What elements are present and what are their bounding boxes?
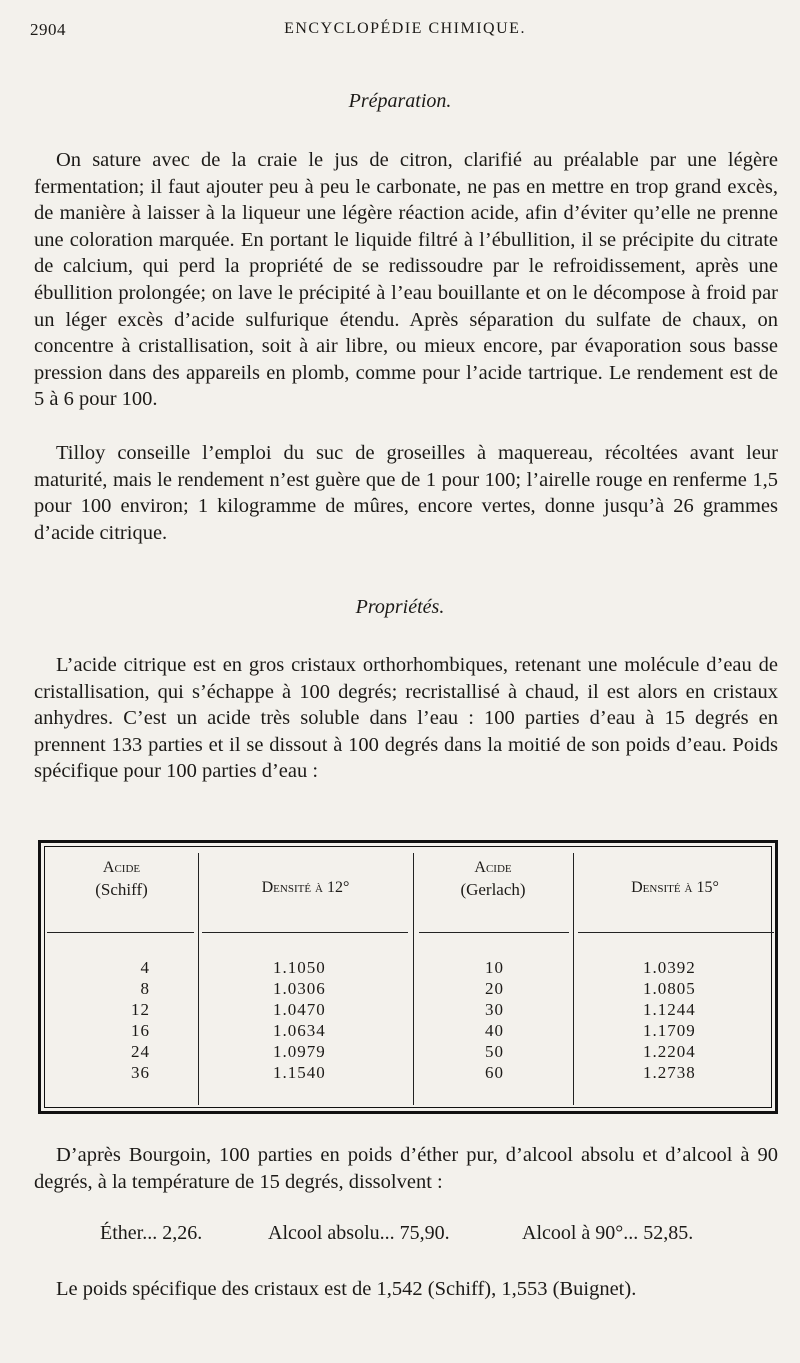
table-cell: 1.0470: [273, 1000, 326, 1019]
table-cell: 1.0805: [643, 979, 696, 998]
paragraph-poids-specifique: Le poids spécifique des cristaux est de 1,542 (Schiff), 1,553 (Buignet).: [56, 1278, 637, 1300]
table-cell: 50: [485, 1042, 504, 1061]
paragraph-proprietes: L’acide citrique est en gros cristaux orthorhombiques, retenant une molécule d’eau de cristallisation, qui s’échappe à 100 degrés; recristallisé à chaud, il est alors en cristaux anhydres. C’est un acide très soluble dans l’eau : 100 parties d’eau à 15 degrés en prennent 133 parties et il se dissout à 100 degrés dans la moitié de son poids d’eau. Poids spécifique pour 100 parties d’eau :: [34, 654, 778, 783]
table-cell: 20: [485, 979, 504, 998]
column-densite-15: [643, 957, 696, 1083]
paragraph-bourgoin: D’après Bourgoin, 100 parties en poids d’éther pur, d’alcool absolu et d’alcool à 90 degrés, à la température de 15 degrés, dissolvent :: [34, 1144, 778, 1193]
table-cell: 8: [140, 979, 150, 998]
table-cell: 1.1540: [273, 1063, 326, 1082]
value-ether: Éther... 2,26.: [100, 1222, 203, 1244]
value-alcool-90: Alcool à 90°... 52,85.: [522, 1222, 694, 1244]
table-cell: 1.0979: [273, 1042, 326, 1061]
table-cell: 40: [485, 1021, 504, 1040]
section-title-preparation: Préparation.: [348, 90, 452, 112]
paragraph-preparation: On sature avec de la craie le jus de citron, clarifié au préalable par une légère fermentation; il faut ajouter peu à peu le carbonate, ne pas en mettre en trop grand excès, de manière à laisser à la liqueur une légère réaction acide, afin d’éviter qu’elle ne prenne une coloration marquée. En portant le liquide filtré à l’ébullition, il se précipite du citrate de calcium, qui perd la propriété de se redissoudre par le refroidissement, après une ébullition prolongée; on lave le précipité à l’eau bouillante et on le décompose à froid par un léger excès d’acide sulfurique étendu. Après séparation du sulfate de chaux, on concentre à cristallisation, soit à air libre, ou mieux encore, par évaporation sous basse pression dans des appareils en plomb, comme pour l’acide tartrique. Le rendement est de 5 à 6 pour 100.: [34, 149, 778, 411]
header-densite-15: Densité à 15°: [631, 879, 719, 896]
header-acide-gerlach: Acide (Gerlach): [460, 859, 526, 899]
solubility-values: [0, 1222, 800, 1252]
table-cell: 1.0634: [273, 1021, 326, 1040]
density-table: [38, 840, 778, 1114]
table-cell: 30: [485, 1000, 504, 1019]
table-cell: 1.1244: [643, 1000, 696, 1019]
column-densite-12: [273, 957, 326, 1083]
running-title: ENCYCLOPÉDIE CHIMIQUE.: [284, 20, 526, 37]
section-title-proprietes: Propriétés.: [355, 596, 445, 618]
table-cell: 12: [131, 1000, 150, 1019]
table-cell: 1.1709: [643, 1021, 696, 1040]
table-cell: 4: [140, 958, 150, 977]
table-cell: 24: [131, 1042, 150, 1061]
table-cell: 1.0392: [643, 958, 696, 977]
table-cell: 1.1050: [273, 958, 326, 977]
table-cell: 1.0306: [273, 979, 326, 998]
page-header: [30, 20, 780, 44]
paragraph-tilloy: Tilloy conseille l’emploi du suc de groseilles à maquereau, récoltées avant leur maturité, mais le rendement n’est guère que de 1 pour 100; l’airelle rouge en renferme 1,5 pour 100 environ; 1 kilogramme de mûres, encore vertes, donne jusqu’à 26 grammes d’acide citrique.: [34, 442, 778, 544]
column-acide-gerlach: [485, 957, 504, 1083]
table-cell: 10: [485, 958, 504, 977]
table-cell: 16: [131, 1021, 150, 1040]
page-number: 2904: [30, 20, 66, 39]
table-cell: 1.2738: [643, 1063, 696, 1082]
table-cell: 60: [485, 1063, 504, 1082]
column-acide-schiff: [105, 957, 150, 1083]
header-acide-schiff: Acide (Schiff): [95, 859, 148, 899]
table-cell: 36: [131, 1063, 150, 1082]
value-alcool-absolu: Alcool absolu... 75,90.: [268, 1222, 450, 1244]
header-densite-12: Densité à 12°: [261, 879, 350, 896]
table-cell: 1.2204: [643, 1042, 696, 1061]
